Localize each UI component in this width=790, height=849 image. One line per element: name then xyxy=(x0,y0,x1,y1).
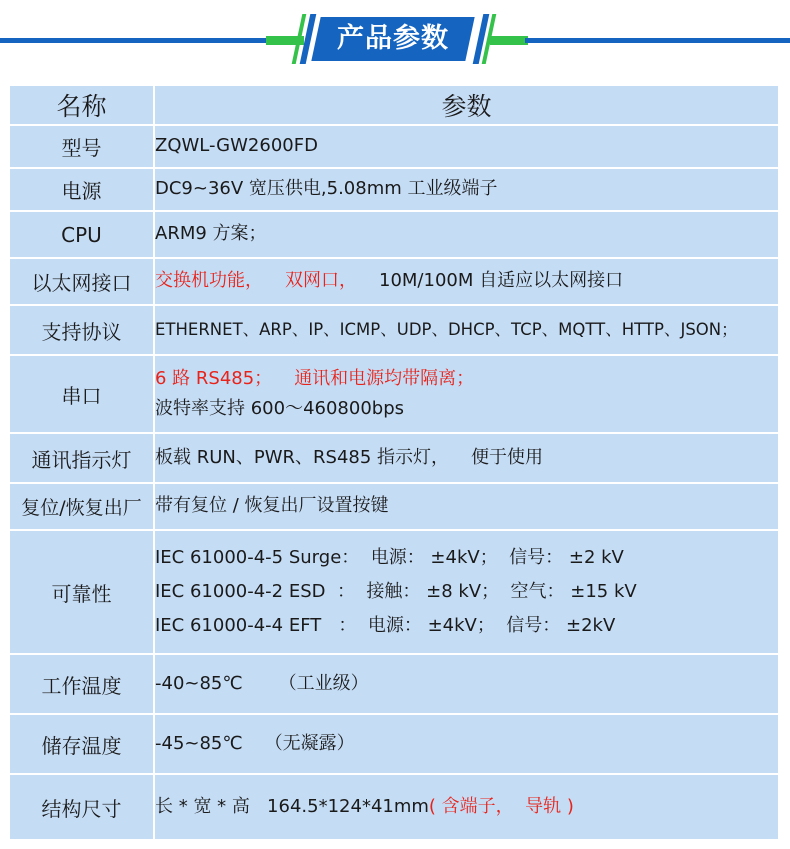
row-value: ARM9 方案； xyxy=(154,211,779,258)
highlight-text: 交换机功能， xyxy=(155,270,263,292)
row-value xyxy=(154,433,779,483)
row-name: 复位/恢复出厂 xyxy=(9,483,154,530)
highlight-text: 6 路 RS485； xyxy=(155,367,273,389)
table-row xyxy=(9,483,779,530)
table-row xyxy=(9,714,779,774)
table-row xyxy=(9,258,779,305)
row-value: 带有复位 / 恢复出厂设置按键 xyxy=(154,483,779,530)
row-value-text: -45~85℃ xyxy=(155,732,243,754)
row-value-line: IEC 61000-4-2 ESD ： 接触： ±8 kV； 空气： ±15 kV xyxy=(155,580,637,602)
row-value: DC9~36V 宽压供电,5.08mm 工业级端子 xyxy=(154,168,779,211)
row-value: ZQWL-GW2600FD xyxy=(154,125,779,168)
table-row xyxy=(9,530,779,654)
row-name: 以太网接口 xyxy=(9,258,154,305)
row-value-line: 波特率支持 600～460800bps xyxy=(155,398,405,419)
row-value-text: 便于使用 xyxy=(471,446,544,468)
highlight-text: 双网口， xyxy=(285,270,357,292)
highlight-text: 通讯和电源均带隔离； xyxy=(294,367,475,389)
row-name: 串口 xyxy=(9,355,154,433)
row-name: 通讯指示灯 xyxy=(9,433,154,483)
row-value xyxy=(154,714,779,774)
row-value: ETHERNET、ARP、IP、ICMP、UDP、DHCP、TCP、MQTT、HTTP、JSON； xyxy=(154,305,779,355)
row-value-text: -40~85℃ xyxy=(155,672,243,694)
row-value xyxy=(154,530,779,654)
row-value xyxy=(154,654,779,714)
row-name: 型号 xyxy=(9,125,154,168)
table-row xyxy=(9,654,779,714)
spec-table xyxy=(8,84,780,841)
highlight-text: ( 含端子， 导轨 ) xyxy=(428,795,574,817)
page-title: 产品参数 xyxy=(337,23,449,54)
section-header xyxy=(0,0,790,80)
row-value-line: IEC 61000-4-4 EFT ： 电源： ±4kV； 信号： ±2kV xyxy=(155,615,616,637)
row-value-note: （无凝露） xyxy=(264,732,355,754)
table-row xyxy=(9,774,779,840)
row-name: CPU xyxy=(9,211,154,258)
row-name: 工作温度 xyxy=(9,654,154,714)
row-value-text: 10M/100M 自适应以太网接口 xyxy=(379,270,624,292)
row-value xyxy=(154,774,779,840)
row-name: 可靠性 xyxy=(9,530,154,654)
header-line-left xyxy=(0,38,270,43)
row-name: 储存温度 xyxy=(9,714,154,774)
row-value-text: 长 * 宽 * 高 164.5*124*41mm xyxy=(155,795,429,817)
table-header-row xyxy=(9,85,779,125)
row-name: 结构尺寸 xyxy=(9,774,154,840)
column-header-value: 参数 xyxy=(154,85,779,125)
table-row xyxy=(9,355,779,433)
header-line-right xyxy=(525,38,790,43)
row-value xyxy=(154,355,779,433)
table-row xyxy=(9,211,779,258)
row-value-note: （工业级） xyxy=(278,672,369,694)
header-accent-right xyxy=(490,36,528,45)
column-header-name: 名称 xyxy=(9,85,154,125)
table-row xyxy=(9,433,779,483)
table-row xyxy=(9,305,779,355)
row-name: 电源 xyxy=(9,168,154,211)
table-row xyxy=(9,125,779,168)
row-name: 支持协议 xyxy=(9,305,154,355)
table-row xyxy=(9,168,779,211)
row-value-text: 板载 RUN、PWR、RS485 指示灯， xyxy=(155,446,450,468)
row-value-line xyxy=(155,367,778,391)
row-value-line: IEC 61000-4-5 Surge： 电源： ±4kV； 信号： ±2 kV xyxy=(155,546,624,568)
row-value xyxy=(154,258,779,305)
